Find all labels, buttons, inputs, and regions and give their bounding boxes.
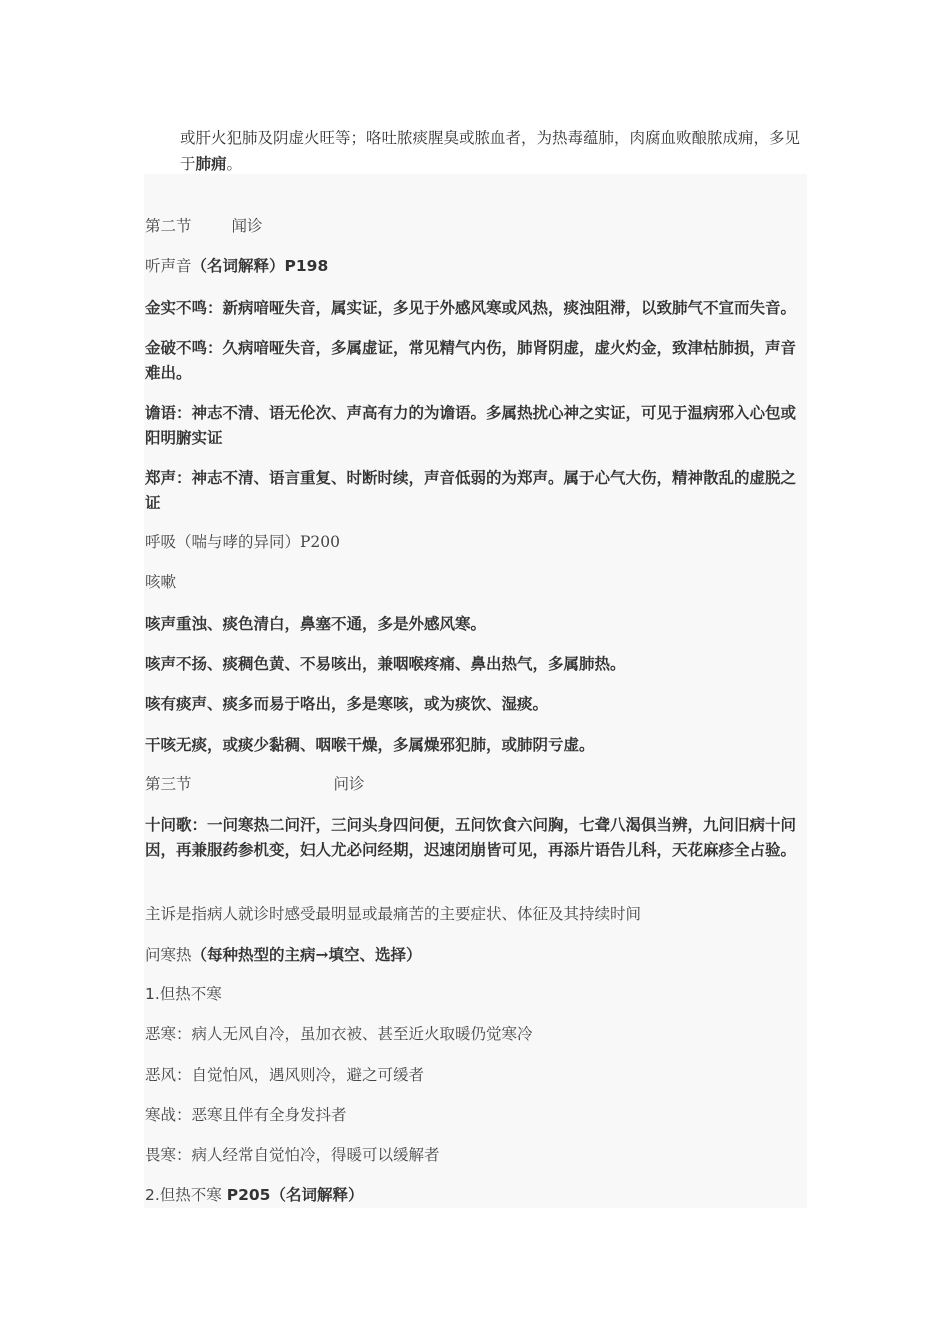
chief-complaint-def: 主诉是指病人就诊时感受最明显或最痛苦的主要症状、体征及其持续时间 [145,905,642,923]
listen-prefix: 听声音 [145,257,192,275]
def-jinshi: 金实不鸣：新病喑哑失音，属实证，多见于外感风寒或风热，痰浊阻滞，以致肺气不宣而失音。 [145,298,797,317]
item-1-number: 1. [145,985,160,1003]
breath-heading [145,530,807,555]
section-2-label: 第二节 [145,217,192,235]
def-zhengsheng: 郑声：神志不清、语言重复、时断时续，声音低弱的为郑声。属于心气大伤，精神散乱的虚脱之证 [145,468,797,512]
section-2-title: 闻诊 [231,217,263,235]
section-3-title: 问诊 [333,775,365,793]
cough-item-1: 咳声重浊、痰色清白，鼻塞不通，多是外感风寒。 [145,614,487,633]
cough-item-4: 干咳无痰，或痰少黏稠、咽喉干燥，多属燥邪犯肺，或肺阴亏虚。 [145,735,595,754]
item-1 [145,982,807,1007]
intro-bold-term: 肺痈 [195,154,227,173]
item-2-bold: P205（名词解释） [226,1186,364,1204]
item-2 [145,1183,807,1208]
breath-text: 呼吸（喘与哮的异同）P200 [145,533,341,551]
intro-text: 或肝火犯肺及阴虚火旺等；咯吐脓痰腥臭或脓血者，为热毒蕴肺，肉腐血败酿脓成痈，多见于 [180,129,801,173]
cough-item-2: 咳声不扬、痰稠色黄、不易咳出，兼咽喉疼痛、鼻出热气，多属肺热。 [145,654,626,673]
item-2-text: 但热不寒 [159,1186,227,1204]
section-2-heading [145,214,807,239]
def-jinpo: 金破不鸣：久病喑哑失音，多属虚证，常见精气内伤，肺肾阴虚，虚火灼金，致津枯肺损，声音难出。 [145,338,797,382]
item-1-text: 但热不寒 [159,985,222,1003]
intro-paragraph [180,126,808,177]
section-3-heading [145,772,807,797]
def-wuhan: 恶寒：病人无风自冷，虽加衣被、甚至近火取暖仍觉寒冷 [145,1025,533,1043]
cough-item-3: 咳有痰声、痰多而易于咯出，多是寒咳，或为痰饮、湿痰。 [145,694,549,713]
ten-questions-song: 十问歌：一问寒热二问汗，三问头身四问便，五问饮食六问胸，七聋八渴俱当辨，九问旧病十问因，再兼服药参机变，妇人尤必问经期，迟速闭崩皆可见，再添片语告儿科，天花麻疹全占验。 [145,815,797,859]
item-2-number: 2. [145,1186,160,1204]
listen-heading [145,254,807,279]
intro-end: 。 [226,155,243,173]
section-3-label: 第三节 [145,775,192,793]
listen-bold: （名词解释）P198 [191,257,329,275]
def-wufeng: 恶风：自觉怕风，遇风则冷，避之可缓者 [145,1066,425,1084]
def-zhanyu: 谵语：神志不清、语无伦次、声高有力的为谵语。多属热扰心神之实证，可见于温病邪入心包或阳明腑实证 [145,403,797,447]
cold-heat-prefix: 问寒热 [145,946,192,964]
def-weihan: 畏寒：病人经常自觉怕冷，得暖可以缓解者 [145,1146,440,1164]
cold-heat-heading [145,942,807,968]
cold-heat-bold: （每种热型的主病→填空、选择） [191,945,422,964]
cough-heading: 咳嗽 [145,573,177,591]
def-hanzhan: 寒战：恶寒且伴有全身发抖者 [145,1106,347,1124]
